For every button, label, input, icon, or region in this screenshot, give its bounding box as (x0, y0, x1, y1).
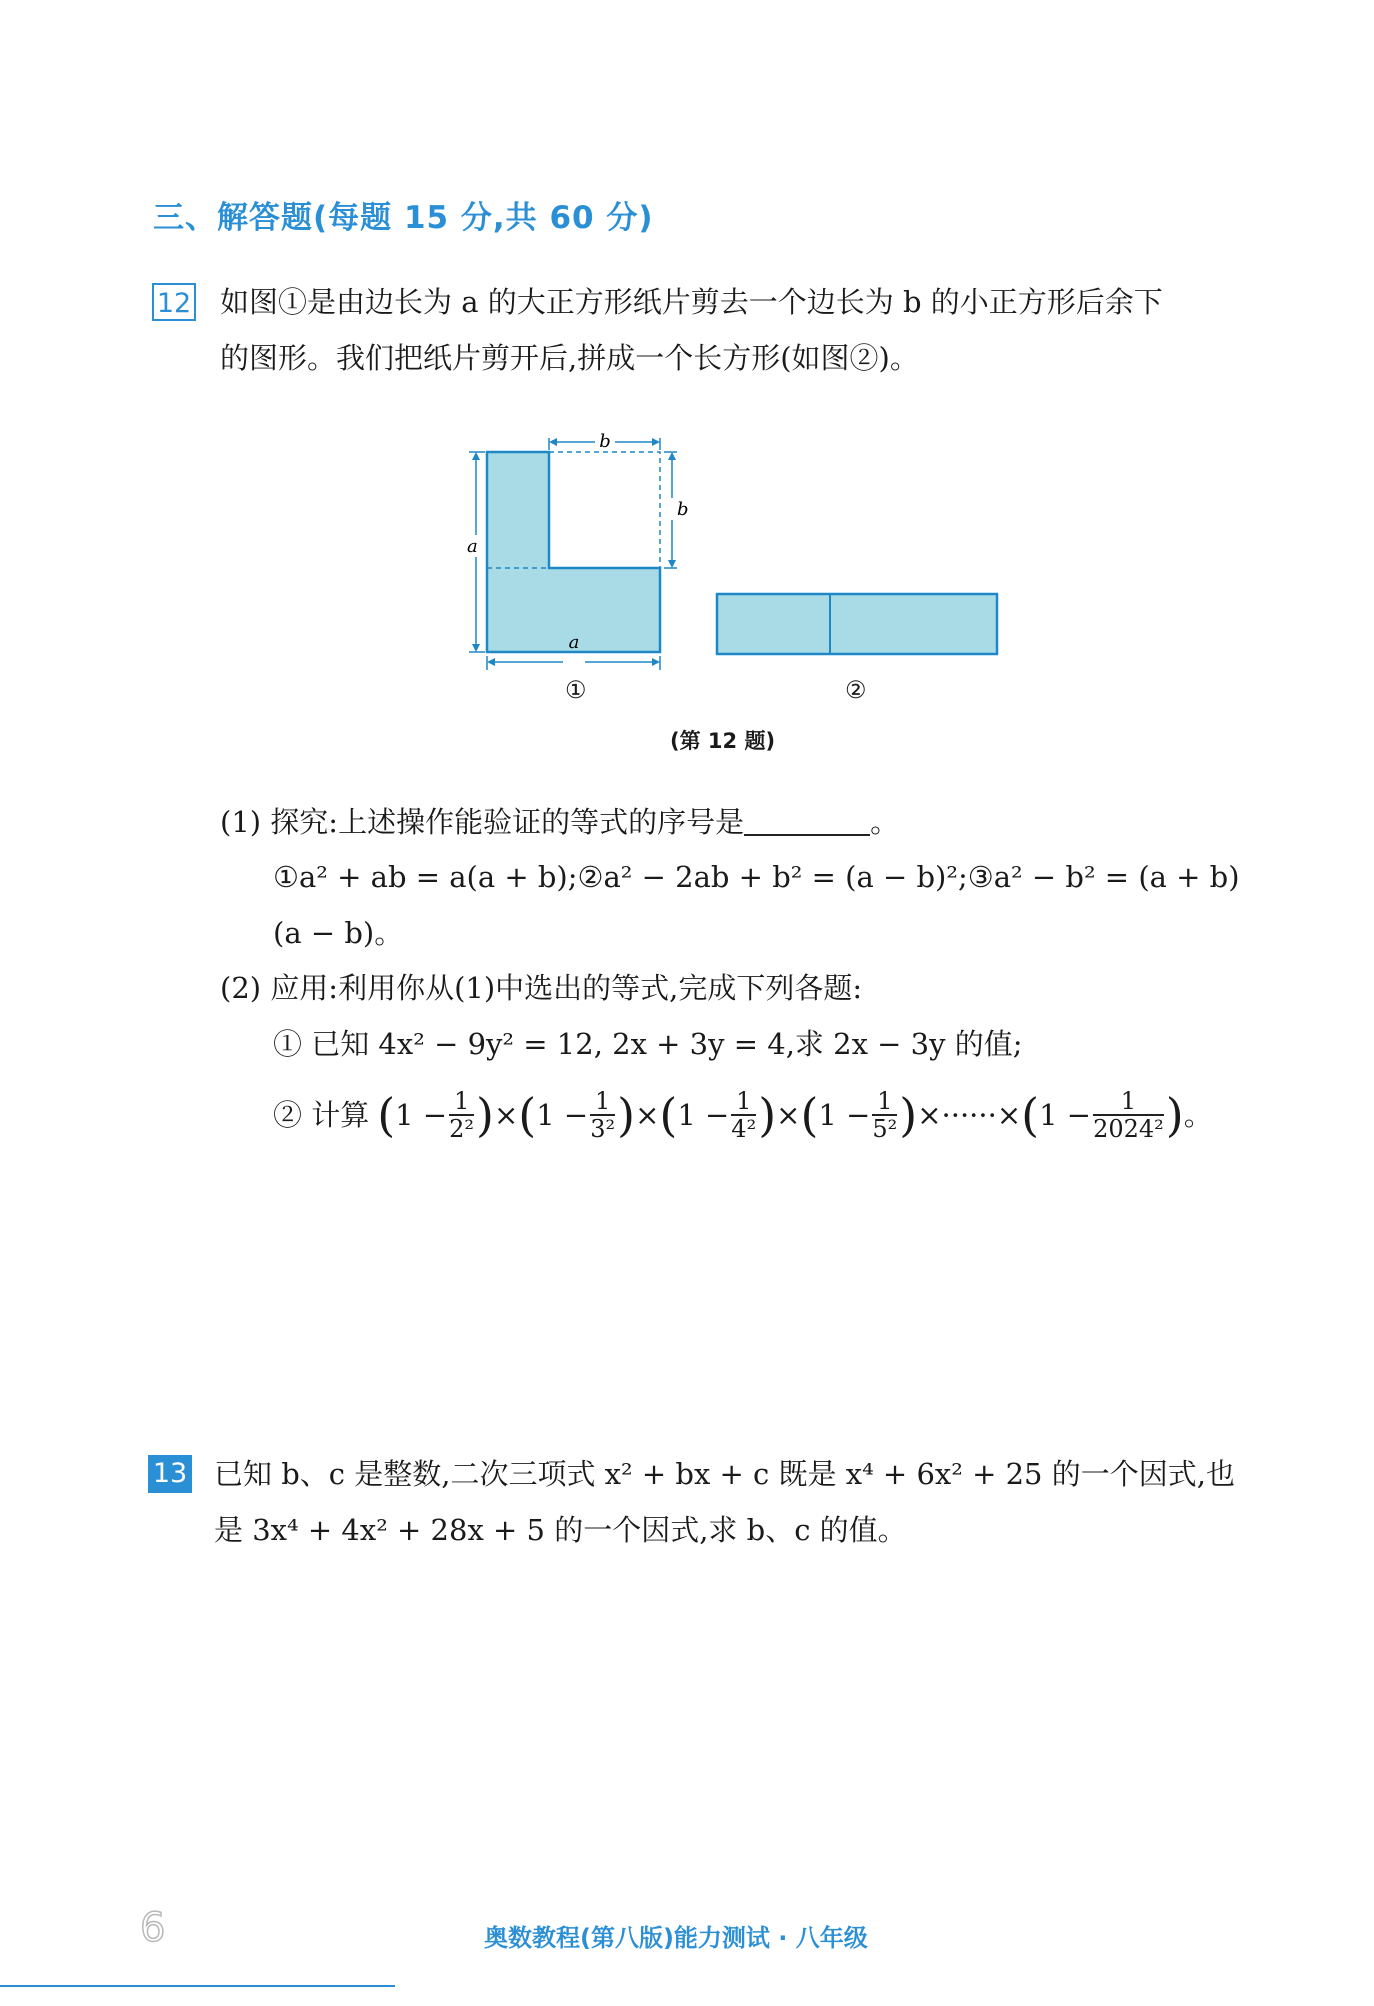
figure-2-label: ② (845, 676, 867, 704)
question-12-number: 12 (152, 283, 196, 321)
fraction-1: $\frac{1}{\text{2²}}$ (449, 1087, 475, 1143)
part-1-options-line2: (a − b)。 (273, 916, 404, 950)
question-13-line2: 是 3x⁴ + 4x² + 28x + 5 的一个因式,求 b、c 的值。 (214, 1513, 907, 1547)
part-1-prefix: (1) 探究:上述操作能验证的等式的序号是 (220, 805, 745, 839)
question-12-line2: 的图形。我们把纸片剪开后,拼成一个长方形(如图②)。 (220, 341, 919, 375)
answer-blank[interactable] (744, 804, 870, 836)
part-1-suffix: 。 (870, 805, 900, 839)
part-1-prompt (220, 802, 899, 842)
footer-book-title: 奥数教程(第八版)能力测试 · 八年级 (484, 1924, 868, 1952)
fraction-5: $\frac{1}{\text{2024²}}$ (1093, 1087, 1164, 1143)
fraction-4: $\frac{1}{\text{5²}}$ (872, 1087, 898, 1143)
figure-1-label: ① (565, 676, 587, 704)
label-a-bottom: a (568, 632, 580, 653)
item-2-label: ② 计算 (273, 1098, 370, 1132)
question-12-line1: 如图①是由边长为 a 的大正方形纸片剪去一个边长为 b 的小正方形后余下 (220, 285, 1163, 319)
question-13-number: 13 (148, 1455, 192, 1493)
page-number: 6 (140, 1905, 166, 1951)
label-b-right: b (677, 499, 689, 520)
label-a-left: a (467, 536, 478, 557)
fraction-2: $\frac{1}{\text{3²}}$ (590, 1087, 616, 1143)
part-2-prompt: (2) 应用:利用你从(1)中选出的等式,完成下列各题: (220, 971, 863, 1005)
fraction-3: $\frac{1}{\text{4²}}$ (731, 1087, 757, 1143)
cut-square-outline (549, 452, 660, 568)
figure-caption: (第 12 题) (670, 729, 776, 753)
part-1-options-line1: ①a² + ab = a(a + b);②a² − 2ab + b² = (a − b)²;③a² − b² = (a + b) (273, 860, 1240, 894)
label-b-top: b (599, 431, 611, 452)
part-2-item-2: ② 计算 ( 1 − $\frac{1}{\text{2²}}$ ) × ( 1 − $\frac{1}{\text{3²}}$ ) × ( 1 − $\frac{1}{\text{4²}}$ ) × ( 1 − $\frac{1}{\text{5²}}$ ) × ······ × ( 1 − $\frac{1}{\text{2024²}}$ ) 。 (273, 1087, 1213, 1143)
section-title: 三、解答题(每题 15 分,共 60 分) (153, 200, 654, 236)
rectangle-shape (717, 594, 997, 654)
question-12-figure (455, 420, 1015, 690)
part-2-item-1: ① 已知 4x² − 9y² = 12, 2x + 3y = 4,求 2x − 3y 的值; (273, 1027, 1023, 1061)
l-shape (487, 452, 660, 652)
question-13-line1: 已知 b、c 是整数,二次三项式 x² + bx + c 既是 x⁴ + 6x² + 25 的一个因式,也 (214, 1457, 1235, 1491)
footer-divider (0, 1985, 395, 1987)
